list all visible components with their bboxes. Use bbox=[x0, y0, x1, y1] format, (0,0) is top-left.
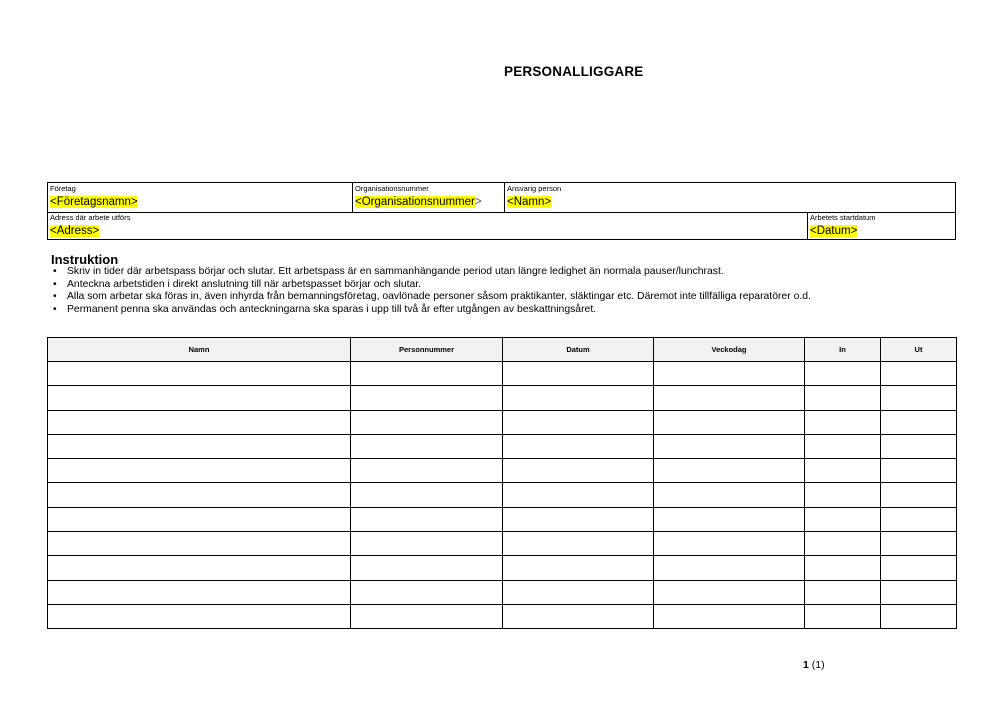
cell-namn[interactable] bbox=[48, 483, 351, 507]
column-header-personnummer: Personnummer bbox=[351, 338, 503, 362]
cell-namn[interactable] bbox=[48, 532, 351, 556]
cell-veckodag[interactable] bbox=[654, 604, 805, 628]
cell-in[interactable] bbox=[805, 507, 881, 531]
cell-veckodag[interactable] bbox=[654, 580, 805, 604]
cell-namn[interactable] bbox=[48, 556, 351, 580]
cell-personnummer[interactable] bbox=[351, 459, 503, 483]
startdate-cell[interactable] bbox=[807, 212, 955, 240]
cell-veckodag[interactable] bbox=[654, 362, 805, 386]
cell-ut[interactable] bbox=[881, 459, 957, 483]
cell-in[interactable] bbox=[805, 386, 881, 410]
column-header-namn: Namn bbox=[48, 338, 351, 362]
cell-ut[interactable] bbox=[881, 507, 957, 531]
cell-in[interactable] bbox=[805, 459, 881, 483]
table-row bbox=[48, 604, 957, 628]
cell-namn[interactable] bbox=[48, 507, 351, 531]
table-row bbox=[48, 507, 957, 531]
responsible-label: Ansvarig person bbox=[507, 184, 562, 193]
cell-ut[interactable] bbox=[881, 434, 957, 458]
responsible-field[interactable]: <Namn> bbox=[507, 196, 552, 208]
table-row bbox=[48, 556, 957, 580]
company-field[interactable]: <Företagsnamn> bbox=[50, 196, 138, 208]
responsible-cell[interactable] bbox=[504, 183, 955, 212]
instruction-item: • Skriv in tider där arbetspass börjar och slutar. Ett arbetspass är en sammanhängande period utan längre ledighet än normala pauser/lunchrast. bbox=[51, 266, 811, 279]
document-title-text: PERSONALLIGGARE bbox=[504, 64, 644, 79]
startdate-label: Arbetets startdatum bbox=[810, 213, 876, 222]
startdate-field[interactable]: <Datum> bbox=[810, 225, 858, 237]
cell-personnummer[interactable] bbox=[351, 434, 503, 458]
cell-veckodag[interactable] bbox=[654, 410, 805, 434]
table-body bbox=[48, 362, 957, 629]
org-number-cell[interactable] bbox=[352, 183, 504, 212]
cell-in[interactable] bbox=[805, 410, 881, 434]
cell-namn[interactable] bbox=[48, 362, 351, 386]
cell-namn[interactable] bbox=[48, 434, 351, 458]
cell-in[interactable] bbox=[805, 434, 881, 458]
cell-veckodag[interactable] bbox=[654, 483, 805, 507]
cell-datum[interactable] bbox=[503, 483, 654, 507]
instructions-list bbox=[51, 266, 811, 316]
cell-veckodag[interactable] bbox=[654, 459, 805, 483]
table-row bbox=[48, 362, 957, 386]
instruction-item: • Anteckna arbetstiden i direkt anslutning till när arbetspasset börjar och slutar. bbox=[51, 279, 811, 292]
document-title bbox=[154, 64, 1000, 79]
cell-datum[interactable] bbox=[503, 556, 654, 580]
cell-in[interactable] bbox=[805, 483, 881, 507]
cell-veckodag[interactable] bbox=[654, 507, 805, 531]
cell-in[interactable] bbox=[805, 532, 881, 556]
address-cell[interactable] bbox=[48, 212, 807, 240]
table-row bbox=[48, 532, 957, 556]
org-number-field-tail: > bbox=[474, 196, 482, 208]
company-cell[interactable] bbox=[48, 183, 352, 212]
table-row bbox=[48, 483, 957, 507]
table-row bbox=[48, 386, 957, 410]
cell-namn[interactable] bbox=[48, 459, 351, 483]
cell-datum[interactable] bbox=[503, 604, 654, 628]
column-header-veckodag: Veckodag bbox=[654, 338, 805, 362]
cell-datum[interactable] bbox=[503, 532, 654, 556]
table-row bbox=[48, 580, 957, 604]
instruction-item: • Permanent penna ska användas och anteckningarna ska sparas i upp till två år efter utgången av beskattningsåret. bbox=[51, 304, 811, 317]
instruction-item: • Alla som arbetar ska föras in, även inhyrda från bemanningsföretag, oavlönade personer såsom praktikanter, släktingar etc. Däremot inte tillfälliga reparatörer o.d. bbox=[51, 291, 811, 304]
cell-ut[interactable] bbox=[881, 386, 957, 410]
cell-ut[interactable] bbox=[881, 604, 957, 628]
cell-datum[interactable] bbox=[503, 386, 654, 410]
cell-in[interactable] bbox=[805, 362, 881, 386]
table-header-row bbox=[48, 338, 957, 362]
cell-ut[interactable] bbox=[881, 483, 957, 507]
cell-datum[interactable] bbox=[503, 507, 654, 531]
cell-namn[interactable] bbox=[48, 580, 351, 604]
address-field[interactable]: <Adress> bbox=[50, 225, 100, 237]
cell-veckodag[interactable] bbox=[654, 556, 805, 580]
table-row bbox=[48, 410, 957, 434]
info-row-bottom bbox=[48, 212, 955, 240]
info-box bbox=[47, 182, 956, 240]
cell-datum[interactable] bbox=[503, 434, 654, 458]
cell-ut[interactable] bbox=[881, 362, 957, 386]
column-header-datum: Datum bbox=[503, 338, 654, 362]
table-row bbox=[48, 459, 957, 483]
cell-namn[interactable] bbox=[48, 410, 351, 434]
instructions-heading: Instruktion bbox=[51, 252, 119, 267]
cell-datum[interactable] bbox=[503, 459, 654, 483]
cell-ut[interactable] bbox=[881, 580, 957, 604]
cell-ut[interactable] bbox=[881, 410, 957, 434]
cell-personnummer[interactable] bbox=[351, 362, 503, 386]
column-header-in: In bbox=[805, 338, 881, 362]
personnel-log-table bbox=[47, 337, 957, 629]
cell-datum[interactable] bbox=[503, 410, 654, 434]
org-number-label: Organisationsnummer bbox=[355, 184, 429, 193]
cell-in[interactable] bbox=[805, 580, 881, 604]
info-row-top bbox=[48, 183, 955, 213]
cell-datum[interactable] bbox=[503, 362, 654, 386]
cell-personnummer[interactable] bbox=[351, 532, 503, 556]
table-row bbox=[48, 434, 957, 458]
cell-veckodag[interactable] bbox=[654, 386, 805, 410]
cell-veckodag[interactable] bbox=[654, 434, 805, 458]
cell-personnummer[interactable] bbox=[351, 556, 503, 580]
page-total: (1) bbox=[811, 659, 825, 671]
cell-veckodag[interactable] bbox=[654, 532, 805, 556]
cell-personnummer[interactable] bbox=[351, 507, 503, 531]
address-label: Adress där arbete utförs bbox=[50, 213, 131, 222]
cell-personnummer[interactable] bbox=[351, 386, 503, 410]
cell-ut[interactable] bbox=[881, 532, 957, 556]
page-current: 1 bbox=[803, 659, 809, 671]
cell-personnummer[interactable] bbox=[351, 580, 503, 604]
cell-personnummer[interactable] bbox=[351, 410, 503, 434]
org-number-field[interactable]: <Organisationsnummer bbox=[355, 196, 475, 208]
column-header-ut: Ut bbox=[881, 338, 957, 362]
company-label: Företag bbox=[50, 184, 76, 193]
cell-in[interactable] bbox=[805, 604, 881, 628]
page-number bbox=[803, 659, 825, 671]
cell-datum[interactable] bbox=[503, 580, 654, 604]
cell-in[interactable] bbox=[805, 556, 881, 580]
cell-personnummer[interactable] bbox=[351, 483, 503, 507]
cell-namn[interactable] bbox=[48, 604, 351, 628]
cell-ut[interactable] bbox=[881, 556, 957, 580]
cell-personnummer[interactable] bbox=[351, 604, 503, 628]
cell-namn[interactable] bbox=[48, 386, 351, 410]
